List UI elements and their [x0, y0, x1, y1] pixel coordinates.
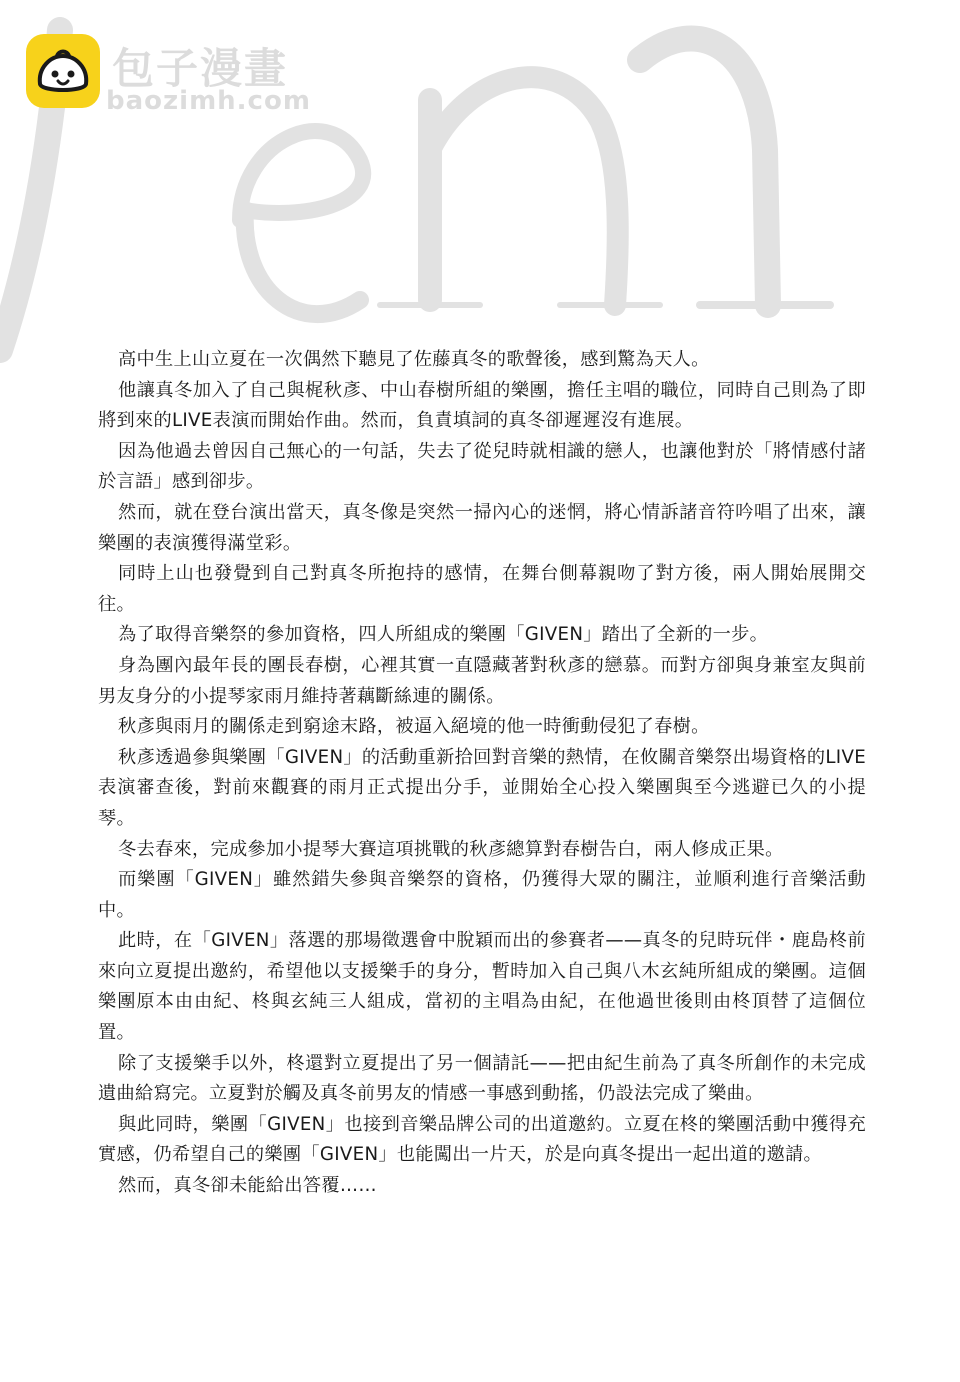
synopsis-paragraph: 冬去春來，完成參加小提琴大賽這項挑戰的秋彥總算對春樹告白，兩人修成正果。	[118, 838, 784, 860]
synopsis-paragraph: 秋彥與雨月的關係走到窮途末路，被逼入絕境的他一時衝動侵犯了春樹。	[118, 716, 710, 738]
synopsis-paragraph: 身為團內最年長的團長春樹，心裡其實一直隱藏著對秋彥的戀慕。而對方卻與身兼室友與前男友身分的小提琴家雨月維持著藕斷絲連的關係。	[98, 654, 866, 707]
synopsis-paragraph: 此時，在「GIVEN」落選的那場徵選會中脫穎而出的參賽者——真冬的兒時玩伴・鹿島柊前來向立夏提出邀約，希望他以支援樂手的身分，暫時加入自己與八木玄純所組成的樂團。這個樂團原本由由紀、柊與玄純三人組成，當初的主唱為由紀，在他過世後則由柊頂替了這個位置。	[98, 930, 866, 1044]
synopsis-paragraph: 除了支援樂手以外，柊還對立夏提出了另一個請託——把由紀生前為了真冬所創作的未完成遺曲給寫完。立夏對於觸及真冬前男友的情感一事感到動搖，仍設法完成了樂曲。	[98, 1052, 866, 1105]
watermark-site-url: baozimh.com	[106, 86, 311, 116]
synopsis-paragraph: 高中生上山立夏在一次偶然下聽見了佐藤真冬的歌聲後，感到驚為天人。	[118, 349, 710, 370]
synopsis-paragraph: 而樂團「GIVEN」雖然錯失參與音樂祭的資格，仍獲得大眾的關注，並順利進行音樂活動中。	[98, 869, 866, 921]
synopsis-paragraph: 然而，真冬卻未能給出答覆……	[118, 1175, 377, 1197]
synopsis-paragraph: 他讓真冬加入了自己與梶秋彥、中山春樹所組的樂團，擔任主唱的職位，同時自己則為了即將到來的LIVE表演而開始作曲。然而，負責填詞的真冬卻遲遲沒有進展。	[98, 379, 866, 432]
synopsis-paragraph: 秋彥透過參與樂團「GIVEN」的活動重新拾回對音樂的熱情，在攸關音樂祭出場資格的LIVE表演審查後，對前來觀賽的雨月正式提出分手，並開始全心投入樂團與至今逃避已久的小提琴。	[98, 746, 866, 829]
synopsis-paragraph: 然而，就在登台演出當天，真冬像是突然一掃內心的迷惘，將心情訴諸音符吟唱了出來，讓樂團的表演獲得滿堂彩。	[98, 501, 866, 554]
synopsis-paragraph: 因為他過去曾因自己無心的一句話，失去了從兒時就相識的戀人，也讓他對於「將情感付諸於言語」感到卻步。	[98, 440, 866, 493]
bun-face-icon	[26, 34, 100, 108]
synopsis-paragraph: 與此同時，樂團「GIVEN」也接到音樂品牌公司的出道邀約。立夏在柊的樂團活動中獲得充實感，仍希望自己的樂團「GIVEN」也能闖出一片天，於是向真冬提出一起出道的邀請。	[98, 1113, 866, 1166]
site-watermark	[26, 34, 326, 124]
synopsis-text	[98, 345, 866, 1202]
synopsis-paragraph: 同時上山也發覺到自己對真冬所抱持的感情，在舞台側幕親吻了對方後，兩人開始展開交往。	[98, 563, 866, 615]
synopsis-paragraph: 為了取得音樂祭的參加資格，四人所組成的樂團「GIVEN」踏出了全新的一步。	[118, 624, 769, 646]
watermark-site-name: 包子漫畫	[112, 44, 289, 93]
